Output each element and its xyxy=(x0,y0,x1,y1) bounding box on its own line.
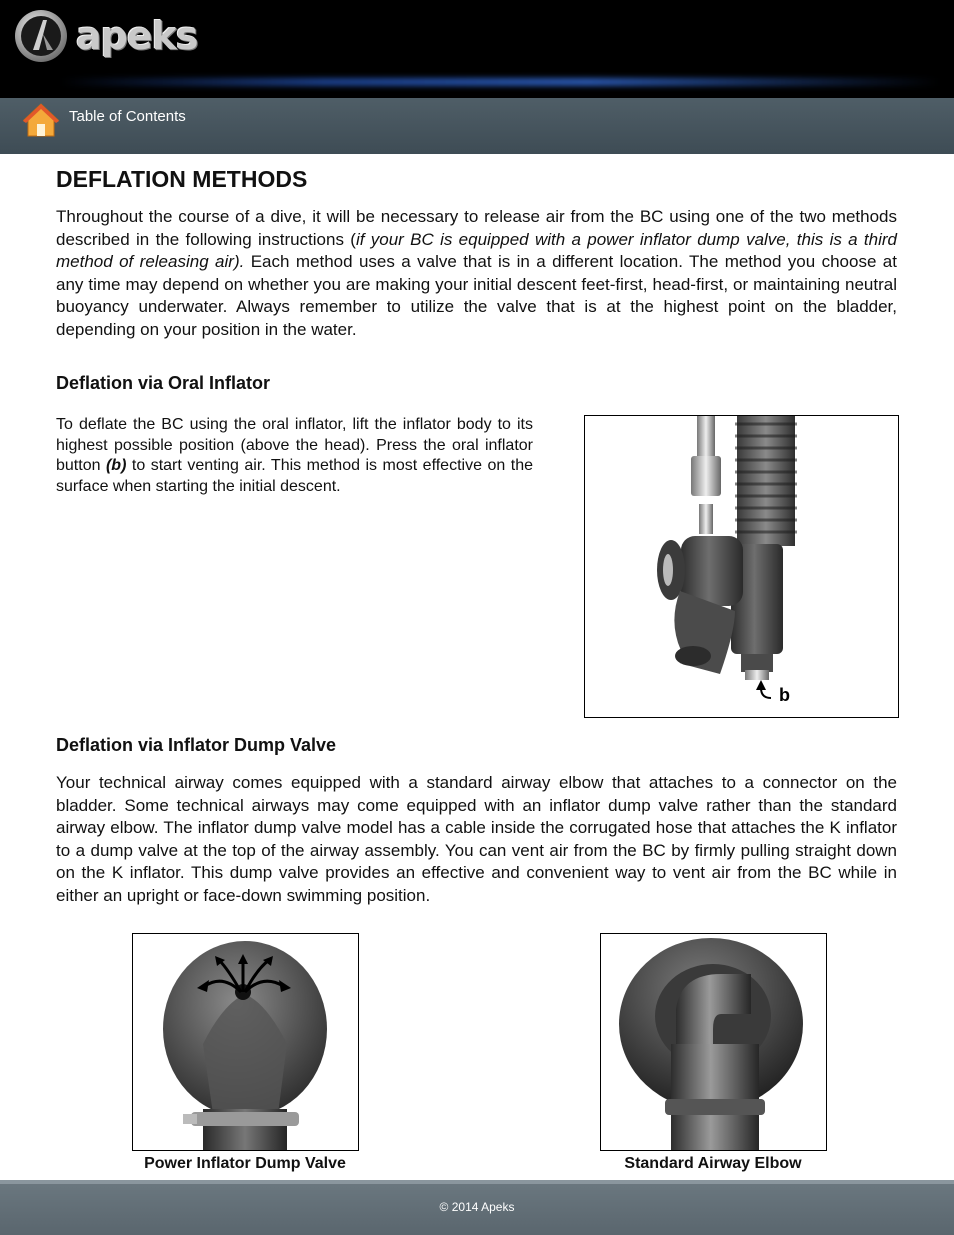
oral-text-continued: to start venting air. This method is most effective on the surface when starting the initial descent. xyxy=(56,457,533,495)
section-heading-oral-inflator: Deflation via Oral Inflator xyxy=(56,373,271,393)
oral-inflator-paragraph xyxy=(56,415,533,497)
brand-wordmark: apeks xyxy=(76,14,198,58)
power-inflator-dump-valve-caption: Power Inflator Dump Valve xyxy=(144,1155,346,1172)
dump-valve-paragraph: Your technical airway comes equipped with a standard airway elbow that attaches to a connector on the bladder. Some technical airways may come equipped with an inflator dump valve rather than the standard airway elbow. The inflator dump valve model has a cable inside the corrugated hose that attaches the K inflator to a dump valve at the top of the airway assembly. You can vent air from the BC by firmly pulling straight down on the K inflator. This dump valve provides an effective and convenient way to vent air from the BC while in either an upright or face-down swimming position. xyxy=(56,773,897,905)
footer-divider xyxy=(0,1180,954,1184)
intro-text: Throughout the course of a dive, it will be necessary to release air from the BC using one of the two methods described in the following instructions ( xyxy=(56,207,897,249)
section-heading-dump-valve: Deflation via Inflator Dump Valve xyxy=(56,735,337,755)
dump-valve-illustration xyxy=(133,934,358,1150)
oral-inflator-figure xyxy=(584,415,899,718)
standard-airway-elbow-caption: Standard Airway Elbow xyxy=(624,1155,802,1172)
table-of-contents-link[interactable]: Table of Contents xyxy=(69,108,186,125)
page-title: DEFLATION METHODS xyxy=(56,166,308,192)
oral-inflator-illustration xyxy=(585,416,898,717)
intro-italic-note: if your BC is equipped with a power inflator dump valve, this is a third method of releasing air). xyxy=(56,229,898,271)
intro-text-continued: Each method uses a valve that is in a different location. The method you choose at any time may depend on whether you are making your initial descent feet-first, head-first, or maintaining neutral buoyancy underwater. Always remember to utilize the valve that is at the highest point on the bladder, depending on your position in the water. xyxy=(56,252,897,339)
copyright-text: © 2014 Apeks xyxy=(439,1200,515,1214)
intro-paragraph xyxy=(56,206,897,341)
header-bar xyxy=(0,0,954,98)
navigation-bar xyxy=(0,98,954,154)
home-icon[interactable] xyxy=(22,102,60,138)
oral-button-ref: (b) xyxy=(105,457,127,474)
header-glow xyxy=(60,78,940,86)
oral-text: To deflate the BC using the oral inflator, lift the inflator body to its highest possible position (above the head). Press the oral inflator button xyxy=(56,416,533,474)
button-b-label: b xyxy=(779,685,790,705)
power-inflator-dump-valve-figure xyxy=(132,933,359,1151)
airway-elbow-illustration xyxy=(601,934,826,1150)
apeks-logo-icon xyxy=(13,8,69,64)
standard-airway-elbow-figure xyxy=(600,933,827,1151)
